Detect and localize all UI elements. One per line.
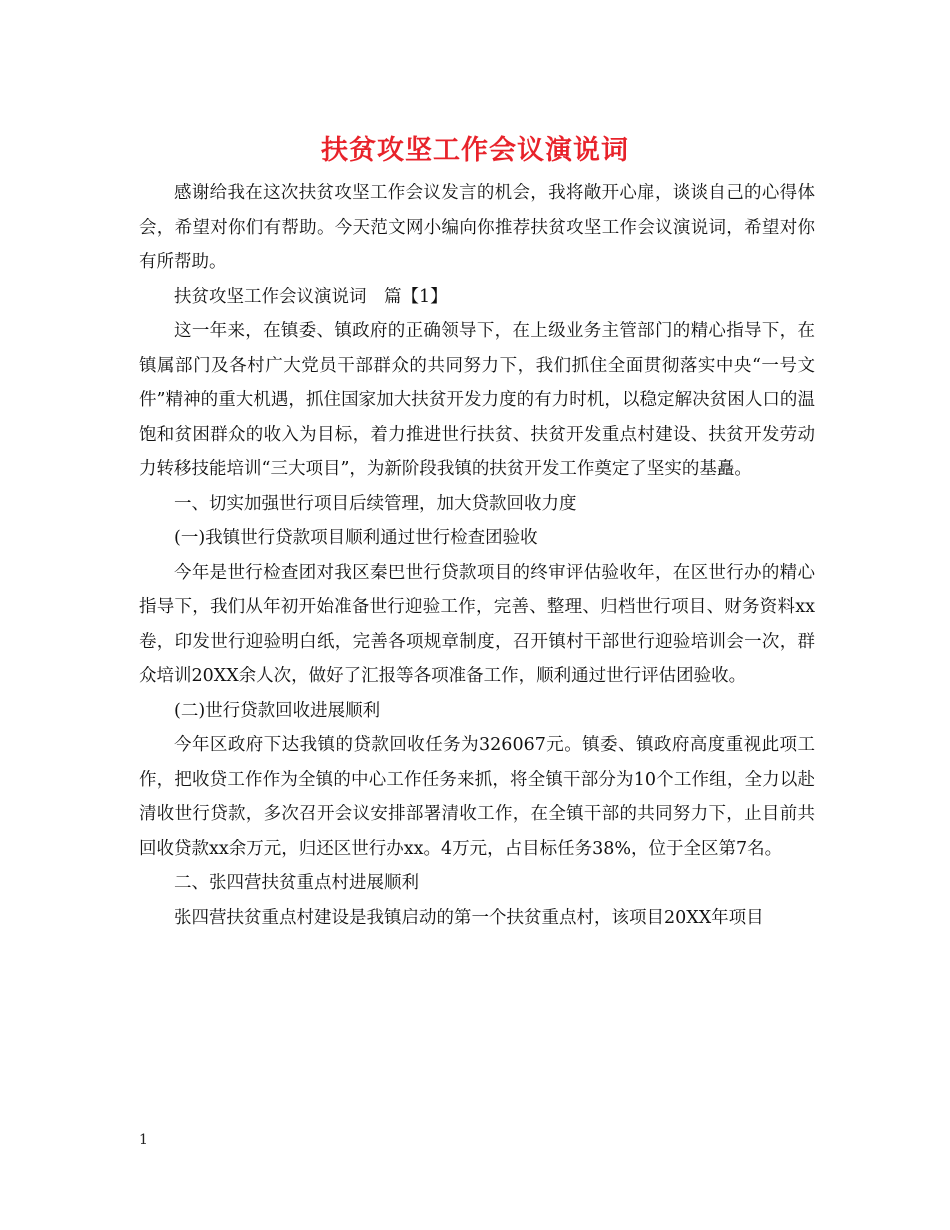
paragraph-heading-2: 二、张四营扶贫重点村进展顺利: [174, 873, 419, 893]
document-title: 扶贫攻坚工作会议演说词: [321, 135, 629, 166]
paragraph: 张四营扶贫重点村建设是我镇启动的第一个扶贫重点村，该项目20XX年项目: [174, 907, 764, 928]
paragraph-heading-1: 一、切实加强世行项目后续管理，加大贷款回收力度: [174, 493, 577, 514]
paragraph: 今年区政府下达我镇的贷款回收任务为326067元。镇委、镇政府高度重视此项工作，把收贷工作作为全镇的中心工作任务来抓，将全镇干部分为10个工作组，全力以赴清收世行贷款，多次召开会议安排部署清收工作，在全镇干部的共同努力下，止目前共回收贷款xx余万元，归还区世行办xx。4万元，占目标任务38%，位于全区第7名。: [139, 735, 815, 859]
paragraph: 今年是世行检查团对我区秦巴世行贷款项目的终审评估验收年，在区世行办的精心指导下，我们从年初开始准备世行迎验工作，完善、整理、归档世行项目、财务资料xx卷，印发世行迎验明白纸，完善各项规章制度，召开镇村干部世行迎验培训会一次，群众培训20XX余人次，做好了汇报等各项准备工作，顺利通过世行评估团验收。: [139, 562, 815, 686]
paragraph: 这一年来，在镇委、镇政府的正确领导下，在上级业务主管部门的精心指导下，在镇属部门及各村广大党员干部群众的共同努力下，我们抓住全面贯彻落实中央“一号文件”精神的重大机遇，抓住国家加大扶贫开发力度的有力时机，以稳定解决贫困人口的温饱和贫困群众的收入为目标，着力推进世行扶贫、扶贫开发重点村建设、扶贫开发劳动力转移技能培训“三大项目”，为新阶段我镇的扶贫开发工作奠定了坚实的基矗。: [139, 321, 815, 479]
document-body: [139, 176, 815, 935]
paragraph-intro: 感谢给我在这次扶贫攻坚工作会议发言的机会，我将敞开心扉，谈谈自己的心得体会，希望对你们有帮助。今天范文网小编向你推荐扶贫攻坚工作会议演说词，希望对你有所帮助。: [139, 183, 815, 272]
page-number: 1: [139, 1132, 148, 1148]
paragraph-subheading-2: (二)世行贷款回收进展顺利: [174, 700, 381, 721]
paragraph-subheading-1: (一)我镇世行贷款项目顺利通过世行检查团验收: [174, 528, 538, 548]
paragraph-section-heading: 扶贫攻坚工作会议演说词 篇【1】: [174, 286, 448, 307]
